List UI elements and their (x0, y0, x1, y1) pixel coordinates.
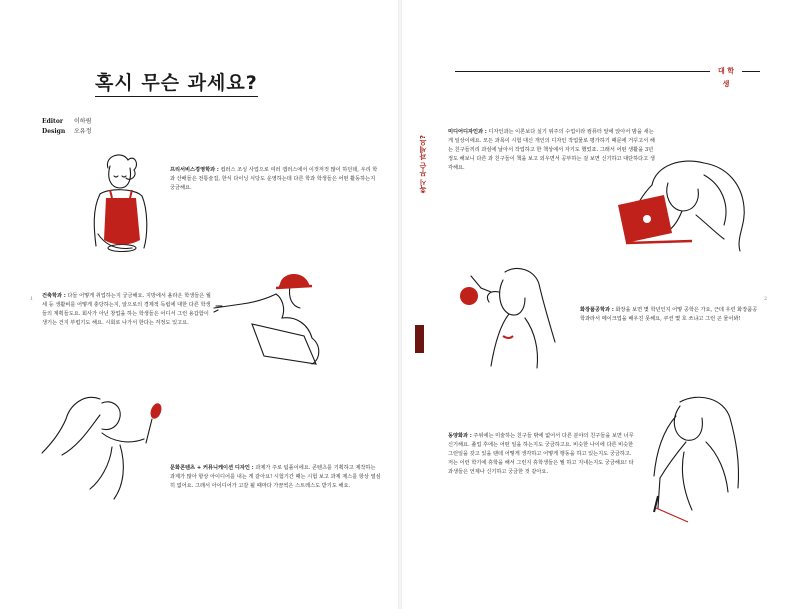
page-number-left: 1 (30, 296, 34, 302)
header-rule-right (742, 71, 760, 72)
entry-6: 동양화과 : 주위에는 미술하는 친구들 밖에 없어서 다른 분야의 친구들을 보면 너무 신기해요. 졸업 후에는 어떤 일을 하는지도 궁금하고요. 비슷한 나이에 다른 비슷한 그런일을 갖고 있을 땐데 어떻게 생각하고 어떻게 행동을 하고 있는지도 궁금하고. 저는 이런 학기에 휴학을 해서 그런지 휴학생들은 뭘 하고 지내는지도 궁금해요! 타과생들은 언제나 신기하고 궁금한 것 같아요. (448, 433, 634, 475)
entry-4: 미디어디자인과 : 디자인과는 이론보다 실기 위주의 수업이라 컴퓨터 앞에 앉아서 밤을 새는 게 일상이에요. 모든 과목이 시험 대신 개인의 디자인 작업물로 평가하기 때문에 거꾸고서 해는 친구들끼리 과심에 날아서 작업하고 한 책상에서 자기도 했었죠. 그래서 어떤 생활을 3년 정도 해보니 다른 과 친구들이 책을 보고 외우면서 공부하는 걸 보면 신기하고 대단하다고 생각해요. (448, 129, 655, 171)
architect-man-illustration (212, 268, 332, 368)
credit-design: Design 오유정 (42, 128, 92, 135)
flask-woman-illustration (455, 262, 565, 372)
section-label: 대 학 생 (718, 66, 734, 88)
credit-editor: Editor 이하림 (42, 118, 92, 125)
header-rule-left (455, 71, 710, 72)
laptop-woman-illustration (612, 155, 752, 255)
entry-5: 화장품공학과 : 화장을 보면 몇 학년인지 어떻 공학은 가요, 근데 우린 화장품공학과라서 메이크업을 배우진 못해요, 쿠션 몇 호 쓰냐고 그런 곤 물어봐! (580, 307, 758, 322)
entry-3: 문화콘텐츠 + 커뮤니케이션 디자인 : 과제가 주로 팀플이에요. 콘텐츠를 기획하고 제작하는 과제가 많아 항상 아이디어를 내는 게 같아요! 시험기간 때는 시험 보고 과제 제스를 항상 열심히 없어요. 그래서 아이디어가 고갈 될 때마다 가끔씩은 스트레스도 받기도 해요. (170, 465, 381, 489)
ribbon-woman-illustration (40, 385, 170, 505)
book-spine (398, 0, 402, 609)
page-title: 혹시 무슨 과세요? (95, 68, 258, 97)
credits (42, 117, 91, 137)
painter-woman-illustration (640, 392, 750, 532)
entry-2: 건축학과 : 다들 어떻게 취업하는지 궁금해요. 지방에서 올라온 학생들은 월세 등 생활비를 어떻게 충당하는지, 알으로의 경제적 독립에 대한 다른 학생들의 계획들도요. 회사가 아닌 창업을 하는 학생들은 어디서 그런 용갑함이 생기는 건지 부럽기도 해요. 시회로 나가서 한다는 걱정도 있고요. (42, 293, 211, 326)
apron-woman-illustration (78, 150, 166, 260)
page-number-right: 2 (764, 296, 768, 302)
vertical-title: 혹시 무슨 과세요? (419, 135, 427, 193)
entry-1: 프리서비스경영학과 : 컵러스 조싱 사업으로 여러 캡러스에서 이것저것 많이 하던데, 우리 학과 산배들은 전통술집, 한식 다이닝 식당도 운영하는데 다른 학과 학생들은 어떤 활동하는지 궁금해요. (170, 167, 378, 191)
red-bookmark (415, 325, 424, 353)
